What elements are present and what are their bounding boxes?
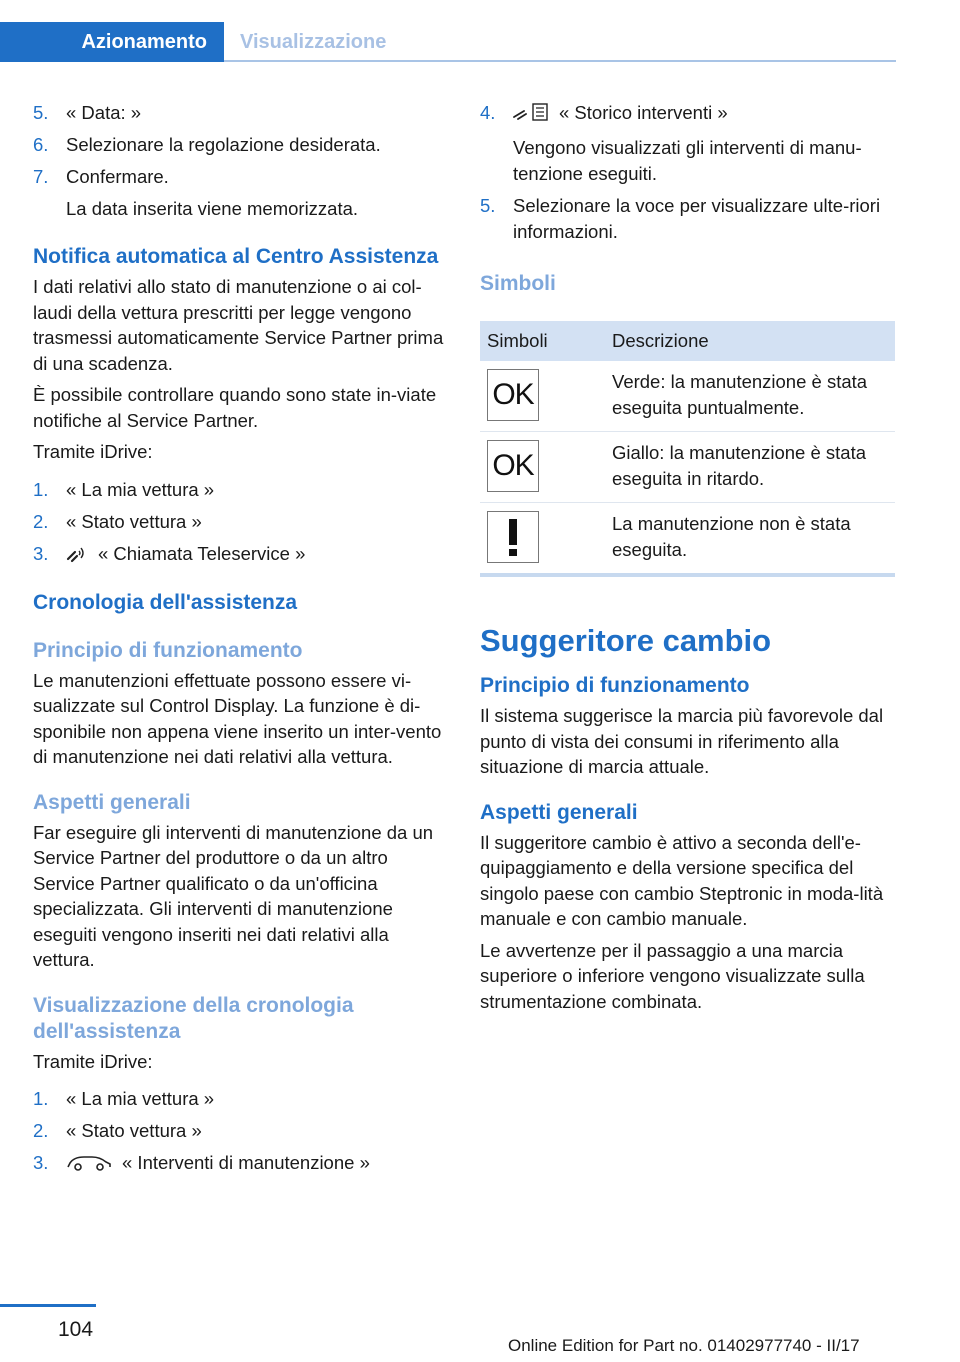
paragraph: È possibile controllare quando sono state in‐viate notifiche al Service Partner.	[33, 384, 437, 431]
step-text: Confermare.	[66, 166, 169, 187]
subsection-title-principio: Principio di funzionamento	[480, 674, 750, 697]
date-steps-list	[33, 100, 447, 222]
step-subtext: La data inserita viene memorizzata.	[66, 198, 359, 219]
tab-visualizzazione[interactable]	[240, 22, 386, 62]
step-number: 6.	[33, 134, 49, 155]
list-item	[33, 509, 447, 535]
step-text: « Interventi di manutenzione »	[122, 1152, 370, 1173]
subsection-title-aspetti: Aspetti generali	[480, 800, 638, 824]
car-service-icon	[66, 1153, 112, 1179]
page-number: 104	[58, 1318, 94, 1341]
table-header: Descrizione	[605, 321, 895, 361]
service-history-icon	[513, 102, 549, 129]
step-number: 5.	[33, 102, 49, 123]
left-column	[33, 100, 447, 1185]
list-item	[33, 1118, 447, 1144]
step-number: 2.	[33, 1120, 49, 1141]
step-text: « Chiamata Teleservice »	[98, 542, 306, 564]
step-number: 1.	[33, 478, 49, 500]
step-text: « La mia vettura »	[66, 1088, 215, 1109]
description-cell: Verde: la manutenzione è stata eseguita puntualmente.	[605, 361, 895, 432]
step-text: « La mia vettura »	[66, 478, 215, 500]
paragraph: Tramite iDrive:	[33, 441, 153, 462]
step-text: « Stato vettura »	[66, 510, 202, 532]
list-item	[33, 164, 447, 222]
paragraph: Tramite iDrive:	[33, 1050, 153, 1072]
paragraph: Il suggeritore cambio è attivo a seconda dell'e‐quipaggiamento e della versione specifica del singolo paese con cambio Steptronic in moda‐lità manuale e con cambio manuale.	[480, 831, 884, 929]
footer-edition: Online Edition for Part no. 01402977740 - II/17	[508, 1336, 860, 1355]
table-row	[480, 432, 895, 503]
list-item	[33, 1150, 447, 1179]
tab-visualizzazione-label: Visualizzazione	[240, 30, 387, 53]
maintenance-steps-list	[33, 1086, 447, 1179]
section-title-notifica: Notifica automatica al Centro Assistenza	[33, 245, 439, 268]
subsection-title-visualizzazione: Visualizzazione della cronologia dell'assistenza	[33, 993, 354, 1043]
list-item	[33, 100, 447, 126]
symbol-cell	[480, 503, 605, 574]
step-number: 1.	[33, 1088, 49, 1109]
list-item	[33, 132, 447, 158]
table-header: Simboli	[480, 321, 605, 361]
step-number: 3.	[33, 542, 49, 564]
step-text: Selezionare la voce per visualizzare ulte‐riori informazioni.	[513, 195, 881, 242]
step-number: 2.	[33, 510, 49, 532]
paragraph: Far eseguire gli interventi di manutenzione da un Service Partner del produttore o da un altro Service Partner qualificato o da un'officina specializzata. Gli interventi di manutenzione eseguiti vengono inseriti nei dati relativi alla vettura.	[33, 821, 434, 970]
teleservice-icon	[66, 544, 88, 570]
table-bottom-rule	[480, 573, 895, 577]
section-title-cronologia: Cronologia dell'assistenza	[33, 590, 298, 614]
step-number: 7.	[33, 166, 49, 187]
paragraph: I dati relativi allo stato di manutenzione o ai col‐laudi della vettura prescritti per legge vengono trasmessi automaticamente Service Partner prima di una scadenza.	[33, 276, 444, 374]
list-item	[33, 1086, 447, 1112]
description-cell: Giallo: la manutenzione è stata eseguita in ritardo.	[605, 432, 895, 503]
table-row	[480, 503, 895, 574]
step-text: Selezionare la regolazione desiderata.	[66, 134, 381, 155]
history-steps-list	[480, 100, 895, 245]
paragraph: Il sistema suggerisce la marcia più favorevole dal punto di vista dei consumi in riferimento alla situazione di marcia attuale.	[480, 705, 884, 777]
symbols-table	[480, 321, 895, 573]
step-subtext: Vengono visualizzati gli interventi di manu‐tenzione eseguiti.	[513, 137, 862, 184]
step-number: 5.	[480, 195, 496, 216]
tab-azionamento-label: Azionamento	[81, 30, 207, 53]
table-row	[480, 361, 895, 432]
step-number: 3.	[33, 1152, 49, 1173]
subsection-title-principio: Principio di funzionamento	[33, 638, 303, 662]
step-text: « Storico interventi »	[559, 102, 728, 123]
ok-symbol-icon: OK	[487, 369, 539, 421]
step-text: « Data: »	[66, 102, 142, 123]
tab-azionamento[interactable]	[0, 22, 224, 62]
list-item	[480, 100, 895, 187]
list-item	[33, 477, 447, 503]
chapter-title-suggeritore: Suggeritore cambio	[480, 623, 772, 658]
table-header-row	[480, 321, 895, 361]
list-item	[33, 541, 447, 570]
list-item	[480, 193, 895, 245]
paragraph: Le manutenzioni effettuate possono essere vi‐sualizzate sul Control Display. La funzione è di‐sponibile non appena viene inserito un inter‐vento di manutenzione nei dati relativi alla vettura.	[33, 669, 442, 767]
right-column	[480, 100, 895, 1020]
section-title-simboli: Simboli	[480, 272, 556, 295]
symbol-cell	[480, 361, 605, 432]
step-number: 4.	[480, 102, 496, 123]
teleservice-steps-list	[33, 477, 447, 570]
step-text: « Stato vettura »	[66, 1120, 202, 1141]
exclamation-symbol-icon	[487, 511, 539, 563]
description-cell: La manutenzione non è stata eseguita.	[612, 513, 851, 560]
subsection-title-aspetti: Aspetti generali	[33, 790, 191, 814]
top-bar	[0, 0, 960, 62]
symbol-cell	[480, 432, 605, 503]
header-divider	[224, 60, 896, 62]
paragraph: Le avvertenze per il passaggio a una marcia superiore o inferiore vengono visualizzate sulla strumentazione combinata.	[480, 939, 865, 1012]
page-number-rule	[0, 1304, 96, 1307]
ok-symbol-icon: OK	[487, 440, 539, 492]
